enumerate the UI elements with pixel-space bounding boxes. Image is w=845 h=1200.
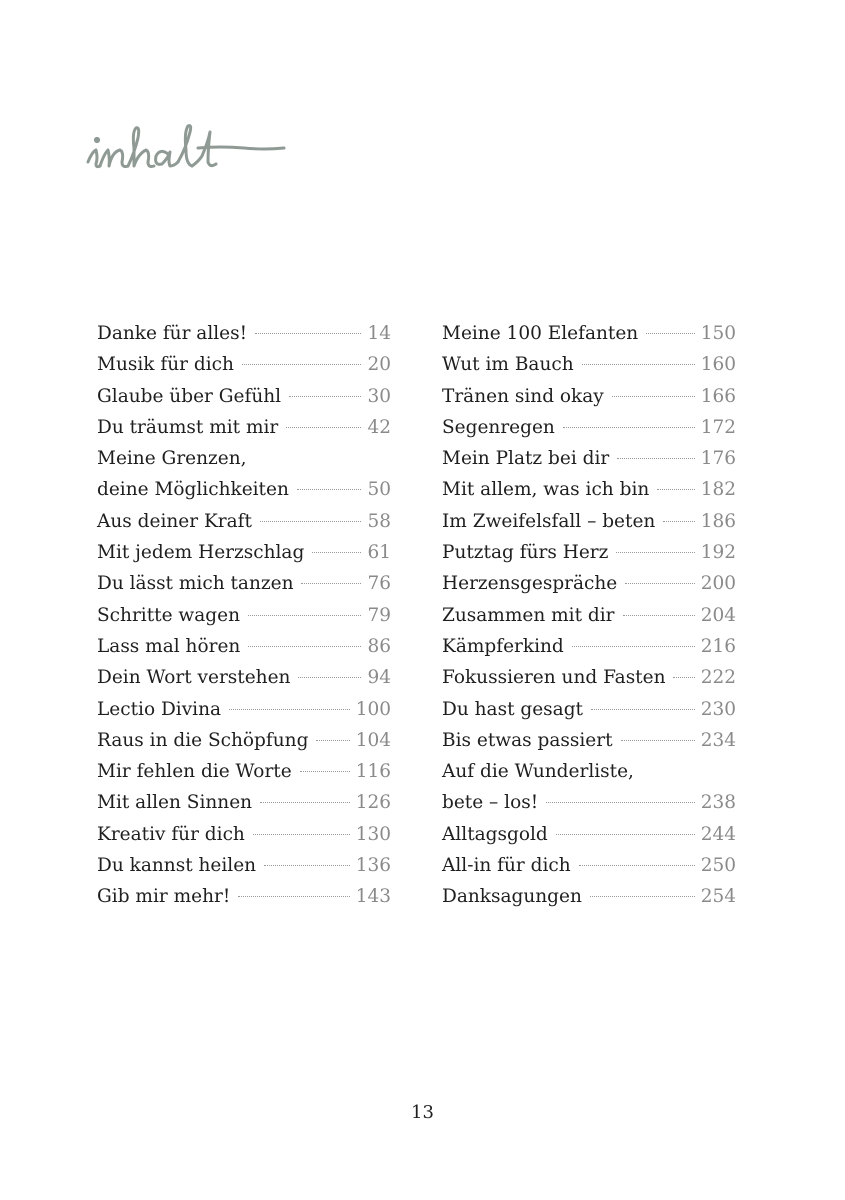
toc-entry-page: 244 [700,823,736,845]
toc-entry-title: Wut im Bauch [442,354,574,376]
toc-entry [97,412,391,443]
toc-entry [97,787,391,818]
toc-entry-page: 20 [367,354,391,376]
dot-leader [623,615,695,616]
toc-entry [97,694,391,725]
toc-entry-title: Mein Platz bei dir [442,448,610,470]
toc-entry-title: Alltagsgold [442,823,548,845]
toc-entry-page: 200 [700,573,736,595]
toc-entry-page: 192 [700,542,736,564]
toc-entry-page: 238 [700,792,736,814]
toc-entry [97,725,391,756]
toc-entry-page: 172 [700,416,736,438]
toc-entry [97,318,391,349]
toc-entry [442,787,736,818]
toc-entry-title: Mit jedem Herzschlag [97,542,305,564]
toc-entry [97,631,391,662]
dot-leader [579,865,695,866]
toc-entry-title: Danksagungen [442,886,582,908]
toc-entry [442,381,736,412]
dot-leader [646,333,694,334]
dot-leader [563,427,695,428]
toc-entry-title: Schritte wagen [97,604,240,626]
dot-leader [612,396,695,397]
dot-leader [673,677,694,678]
dot-leader [546,802,695,803]
dot-leader [297,489,362,490]
dot-leader [255,333,361,334]
toc-entry-page: 100 [355,698,391,720]
page-number: 13 [411,1102,434,1123]
toc-entry-title: Du kannst heilen [97,855,257,877]
toc-entry [442,881,736,912]
dot-leader [301,583,361,584]
toc-column-left [97,318,391,913]
toc-entry-page: 230 [700,698,736,720]
dot-leader [582,364,695,365]
page-title [84,118,314,198]
toc-entry [97,850,391,881]
dot-leader [556,834,695,835]
toc-entry-page: 79 [367,604,391,626]
dot-leader [657,489,694,490]
toc-entry-title: Raus in die Schöpfung [97,729,309,751]
toc-entry [442,600,736,631]
dot-leader [663,521,694,522]
dot-leader [298,677,361,678]
toc-entry-title: Dein Wort verstehen [97,667,291,689]
toc-entry [442,349,736,380]
toc-entry-title: All-in für dich [442,855,571,877]
toc-entry [97,662,391,693]
toc-entry [97,819,391,850]
toc-entry [442,568,736,599]
toc-entry-page: 136 [355,855,391,877]
toc-entry-title: Auf die Wunderliste, [442,761,634,783]
dot-leader [229,709,350,710]
toc-entry [97,568,391,599]
toc-entry-title: deine Möglichkeiten [97,479,289,501]
dot-leader [248,615,361,616]
toc-entry-title: Gib mir mehr! [97,886,231,908]
toc-entry-page: 14 [367,323,391,344]
toc-entry [97,474,391,505]
toc-entry-title: bete – los! [442,792,539,814]
toc-entry [442,631,736,662]
toc-entry-title: Glaube über Gefühl [97,385,282,407]
dot-leader [238,896,349,897]
toc-entry-page: 204 [700,604,736,626]
toc-entry [442,850,736,881]
toc-entry-page: 150 [700,323,736,344]
toc-entry-page: 61 [367,542,391,564]
toc-entry [442,662,736,693]
dot-leader [312,552,361,553]
toc-entry [97,443,391,474]
toc-entry [97,881,391,912]
dot-leader [248,646,361,647]
toc-entry-page: 222 [700,667,736,689]
dot-leader [572,646,695,647]
toc-entry-page: 58 [367,510,391,532]
toc-entry-title: Musik für dich [97,354,234,376]
toc-entry-page: 166 [700,385,736,407]
dot-leader [616,552,694,553]
toc-entry-title: Herzensgespräche [442,573,618,595]
toc-entry-page: 182 [700,479,736,501]
toc-entry-page: 126 [355,792,391,814]
toc-entry-page: 50 [367,479,391,501]
dot-leader [617,458,694,459]
dot-leader [260,521,362,522]
dot-leader [289,396,361,397]
toc-entry-title: Danke für alles! [97,323,248,344]
dot-leader [300,771,350,772]
dot-leader [260,802,350,803]
toc-entry-title: Aus deiner Kraft [97,510,252,532]
toc-entry [442,318,736,349]
toc-entry-page: 94 [367,667,391,689]
toc-entry-page: 186 [700,510,736,532]
toc-entry [97,756,391,787]
toc-entry-page: 250 [700,855,736,877]
toc-entry-title: Mit allen Sinnen [97,792,253,814]
toc-entry [442,756,736,787]
toc-entry-title: Mir fehlen die Worte [97,761,292,783]
dot-leader [590,896,695,897]
toc-entry [442,725,736,756]
toc-entry [97,600,391,631]
dot-leader [625,583,694,584]
toc-entry-page: 30 [367,385,391,407]
toc-entry [442,694,736,725]
toc-entry [442,506,736,537]
toc-entry-title: Lectio Divina [97,698,222,720]
toc-entry-page: 176 [700,448,736,470]
toc-entry-title: Lass mal hören [97,635,241,657]
toc-entry-title: Tränen sind okay [442,385,604,407]
toc-entry-title: Kämpferkind [442,635,564,657]
toc-entry-title: Putztag fürs Herz [442,542,609,564]
toc-entry-title: Kreativ für dich [97,823,245,845]
dot-leader [316,740,349,741]
dot-leader [253,834,350,835]
dot-leader [621,740,695,741]
toc-entry-page: 42 [367,416,391,438]
handwritten-heading-graphic [84,118,314,198]
toc-entry-page: 116 [355,761,391,783]
toc-entry [442,474,736,505]
toc-entry-page: 234 [700,729,736,751]
toc-column-right [442,318,736,913]
toc-entry [442,537,736,568]
toc-entry-page: 254 [700,886,736,908]
toc-entry-title: Segenregen [442,416,555,438]
toc-entry-title: Du träumst mit mir [97,416,279,438]
toc-entry-title: Zusammen mit dir [442,604,615,626]
dot-leader [242,364,362,365]
toc-entry-page: 76 [367,573,391,595]
toc-entry [442,412,736,443]
toc-entry-title: Bis etwas passiert [442,729,613,751]
toc-entry-page: 104 [355,729,391,751]
toc-entry-title: Du hast gesagt [442,698,583,720]
dot-leader [286,427,361,428]
toc-entry-title: Fokussieren und Fasten [442,667,666,689]
toc-entry-page: 160 [700,354,736,376]
toc-entry-title: Meine Grenzen, [97,448,247,470]
toc-entry-page: 130 [355,823,391,845]
toc-entry [97,349,391,380]
toc-entry-page: 216 [700,635,736,657]
toc-entry [442,819,736,850]
toc-entry [442,443,736,474]
dot-leader [264,865,350,866]
toc-entry [97,537,391,568]
toc-entry-page: 86 [367,635,391,657]
toc-entry [97,381,391,412]
toc-entry-title: Meine 100 Elefanten [442,323,639,344]
toc-entry-title: Du lässt mich tanzen [97,573,294,595]
toc-entry-title: Mit allem, was ich bin [442,479,650,501]
toc-entry [97,506,391,537]
dot-leader [591,709,695,710]
toc-entry-page: 143 [355,886,391,908]
toc-entry-title: Im Zweifelsfall – beten [442,510,656,532]
